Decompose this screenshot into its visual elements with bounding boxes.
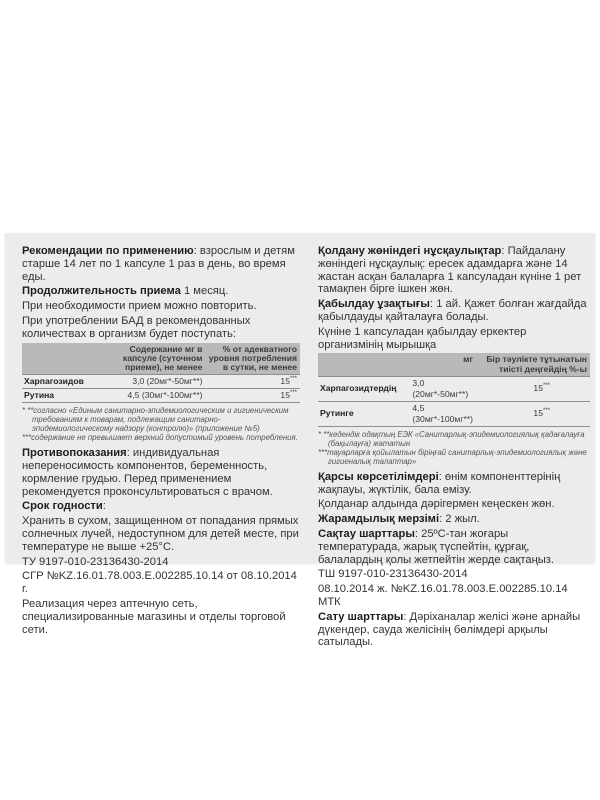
footnote-mark: *** xyxy=(289,376,297,383)
table-header xyxy=(22,343,300,375)
product-label-panel xyxy=(5,233,595,649)
ingredient-percent xyxy=(205,389,300,403)
repeat-text: При необходимости прием можно повторить. xyxy=(22,300,257,313)
ingredient-amount: 4,5 (30мг*-100мг**) xyxy=(410,401,476,426)
table-header xyxy=(318,353,590,376)
ingredient-name: Харпагозидов xyxy=(22,375,105,389)
shelf-life xyxy=(318,513,590,526)
shelf-life-heading: Жарамдылық мерзімі xyxy=(318,513,440,526)
colon: : xyxy=(102,500,106,513)
percent-value: 15 xyxy=(533,383,543,394)
sales-conditions xyxy=(318,611,590,649)
kazakh-column xyxy=(318,245,590,651)
footnotes xyxy=(318,430,590,466)
storage xyxy=(318,528,590,566)
footnote: ***содержание не превышает верхний допустимый уровень потребления. xyxy=(22,433,298,443)
contraindications-heading: Противопоказания xyxy=(22,447,127,460)
contraindications xyxy=(22,447,300,498)
duration-heading: Қабылдау ұзақтығы xyxy=(318,298,430,311)
percent-value: 15 xyxy=(533,408,543,419)
duration-text: 1 месяц. xyxy=(180,285,229,298)
tu-code: ТУ 9197-010-23136430-2014 xyxy=(22,555,169,568)
composition-table xyxy=(22,343,300,404)
footnote: * **кедендік одақтың ЕЭК «Санитарлық-эпидемиологиялық қадағалауға (бақылауға) жататын xyxy=(318,429,585,448)
footnote-mark: *** xyxy=(542,383,550,390)
sgr-code: 08.10.2014 ж. №KZ.16.01.78.003.Е.002285.10.14 МТК xyxy=(318,583,568,608)
ingredient-name: Рутина xyxy=(22,389,105,403)
sgr-code: СГР №KZ.16.01.78.003.Е.002285.10.14 от 08.10.2014 г. xyxy=(22,570,297,596)
ingredient-amount: 4,5 (30мг*-100мг**) xyxy=(105,389,205,403)
usage-instructions xyxy=(318,245,590,296)
storage-heading: Сақтау шарттары xyxy=(318,527,415,540)
header-name xyxy=(318,353,410,376)
header-content: мг xyxy=(410,353,476,376)
header-name xyxy=(22,343,105,375)
usage-instructions xyxy=(22,245,300,283)
sales-text: Реализация через аптечную сеть, специализированные магазины и отделы торговой сети. xyxy=(22,597,286,636)
shelf-life xyxy=(22,500,300,513)
footnote-mark: *** xyxy=(542,408,550,415)
table-row xyxy=(22,389,300,403)
contraindications-text: : индивидуальная непереносимость компонентов, беременность, кормление грудью. Перед применением рекомендуется проконсультироваться с врачом. xyxy=(22,447,273,498)
consult-text: Қолданар алдында дәрігермен кеңескен жөн. xyxy=(318,498,555,511)
duration-text: : 1 ай. Қажет болған жағдайда қабылдауды қайталауға болады. xyxy=(318,298,587,323)
usage-heading: Қолдану жөніндегі нұсқаулықтар xyxy=(318,245,502,257)
contraindications-text: : өнім компоненттерінің жақпауы, жүктілік, бала емізу. xyxy=(318,470,561,496)
ingredient-name: Рутинге xyxy=(318,401,410,426)
table-row xyxy=(318,401,590,426)
intake-text: При употреблении БАД в рекомендованных количествах в организм будет поступать: xyxy=(22,314,251,340)
duration xyxy=(22,285,300,298)
footnotes xyxy=(22,406,300,442)
ingredient-amount: 3,0 (20мг*-50мг**) xyxy=(410,376,476,401)
percent-value: 15 xyxy=(280,376,290,387)
header-content: Содержание мг в капсуле (суточном приеме), не менее xyxy=(105,343,205,375)
sales-text: : Дәріханалар желісі және арнайы дүкендер, сауда желісінің бөлімдері арқылы сатылады. xyxy=(318,610,581,649)
tu-code: ТШ 9197-010-23136430-2014 xyxy=(318,568,468,581)
footnote: * **согласно «Единым санитарно-эпидемиологическим и гигиеническим требованиям к товарам, подлежащим санитарно-эпидемиологическому надзору (контролю)» (приложение №5) xyxy=(22,406,289,434)
russian-column xyxy=(22,245,300,638)
contraindications xyxy=(318,471,590,497)
header-percent: Бір тәулікте тұтынатын тиісті деңгейдің %-ы xyxy=(476,353,590,376)
contraindications-heading: Қарсы көрсетілімдері xyxy=(318,470,439,483)
storage-text: Хранить в сухом, защищенном от попадания прямых солнечных лучей, недоступном для детей месте, при температуре не выше +25°С. xyxy=(22,515,299,553)
ingredient-percent xyxy=(205,375,300,389)
shelf-life-text: : 2 жыл. xyxy=(439,513,480,526)
usage-heading: Рекомендации по применению xyxy=(22,245,194,257)
ingredient-percent xyxy=(476,401,590,426)
duration-heading: Продолжительность приема xyxy=(22,285,181,298)
usage-text: : Пайдалану жөніндегі нұсқаулық: ересек адамдарға және 14 жастан асқан балаларға 1 капсуладан күніне 1 рет тамақпен бірге ішкен жөн. xyxy=(318,245,582,296)
percent-value: 15 xyxy=(280,390,290,401)
sales-heading: Сату шарттары xyxy=(318,610,404,623)
ingredient-percent xyxy=(476,376,590,401)
table-row xyxy=(318,376,590,401)
composition-table xyxy=(318,353,590,426)
footnote: ***тауарларға қойылатын біріңғай санитарлық-эпидемиологиялық және гигиеналық талаптар» xyxy=(318,447,587,466)
header-percent: % от адекватного уровня потребления в сутки, не менее xyxy=(205,343,300,375)
usage-text: : взрослым и детям старше 14 лет по 1 капсуле 1 раз в день, во время еды. xyxy=(22,245,295,283)
storage-text: : 25ºС-тан жоғары температурада, жарық түспейтін, құрғақ, балалардың қолы жетпейтін жерде сақтаңыз. xyxy=(318,527,555,566)
ingredient-amount: 3,0 (20мг*-50мг**) xyxy=(105,375,205,389)
intake-text: Күніне 1 капсуладан қабылдау еркектер организмінің мырышқа xyxy=(318,325,527,351)
footnote-mark: *** xyxy=(289,390,297,397)
table-row xyxy=(22,375,300,389)
ingredient-name: Харпагозидтердің xyxy=(318,376,410,401)
duration xyxy=(318,298,590,324)
shelf-life-heading: Срок годности xyxy=(22,500,103,513)
